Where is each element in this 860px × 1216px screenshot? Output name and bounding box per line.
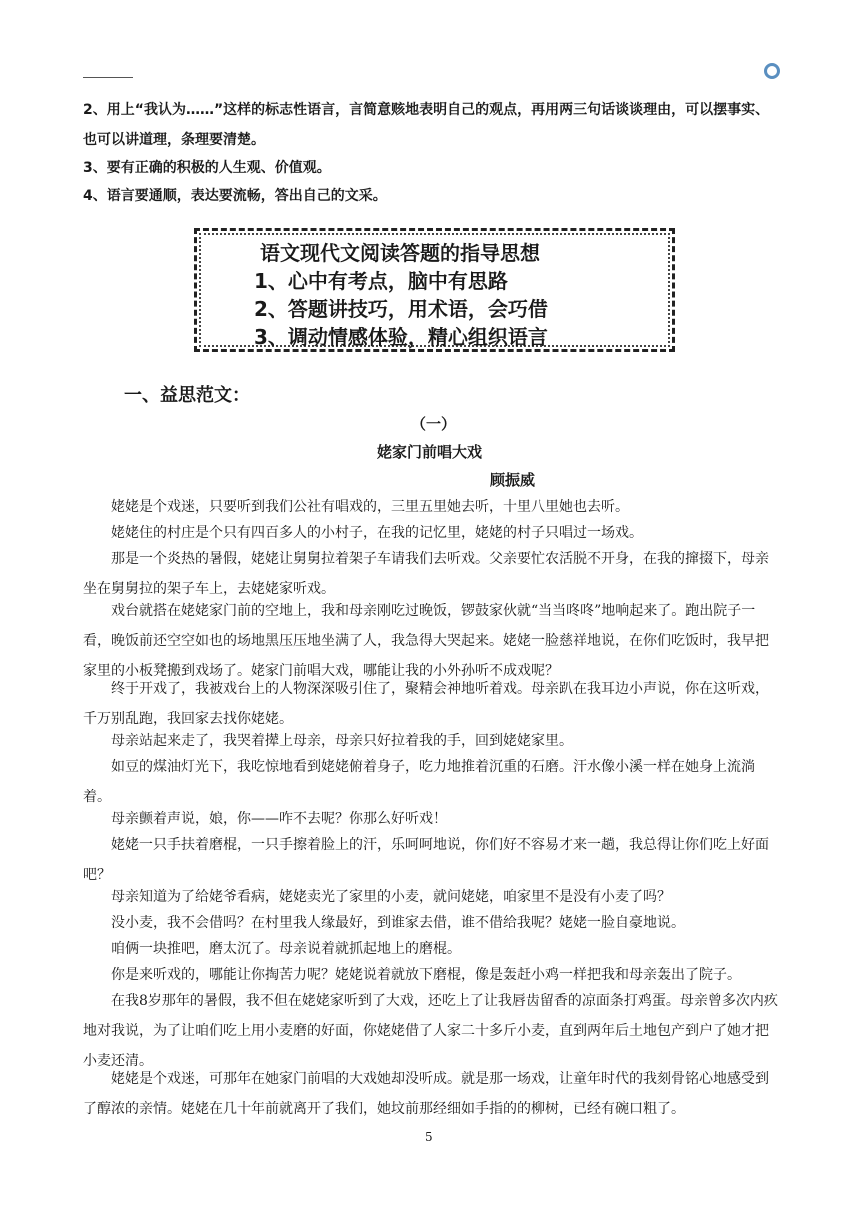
header-rule bbox=[83, 77, 133, 78]
essay-paragraph: 姥姥住的村庄是个只有四百多人的小村子，在我的记忆里，姥姥的村子只唱过一场戏。 bbox=[111, 525, 643, 541]
tip-3: 3、要有正确的积极的人生观、价值观。 bbox=[83, 160, 331, 176]
essay-paragraph: 如豆的煤油灯光下，我吃惊地看到姥姥俯着身子，吃力地推着沉重的石磨。汗水像小溪一样在她身上流淌着。 bbox=[83, 759, 755, 805]
guide-point-3: 3、调动情感体验，精心组织语言 bbox=[254, 325, 548, 349]
section-heading: 一、益思范文： bbox=[124, 385, 250, 406]
essay-paragraph: 姥姥是个戏迷，只要听到我们公社有唱戏的，三里五里她去听，十里八里她也去听。 bbox=[111, 499, 629, 515]
essay-paragraph: 在我8岁那年的暑假，我不但在姥姥家听到了大戏，还吃上了让我唇齿留香的凉面条打鸡蛋。母亲曾多次内疚地对我说，为了让咱们吃上用小麦磨的好面，你姥姥借了人家二十多斤小麦，直到两年后土地包产到户了她才把小麦还清。 bbox=[83, 993, 778, 1069]
essay-paragraph: 没小麦，我不会借吗？在村里我人缘最好，到谁家去借，谁不借给我呢？姥姥一脸自豪地说。 bbox=[111, 915, 685, 931]
page-number: 5 bbox=[425, 1130, 433, 1144]
essay-number: （一） bbox=[411, 415, 457, 433]
tip-4: 4、语言要通顺，表达要流畅，答出自己的文采。 bbox=[83, 188, 387, 204]
essay-author: 顾振威 bbox=[490, 471, 536, 489]
essay-paragraph: 姥姥是个戏迷，可那年在她家门前唱的大戏她却没听成。就是那一场戏，让童年时代的我刻骨铭心地感受到了醇浓的亲情。姥姥在几十年前就离开了我们，她坟前那经细如手指的的柳树，已经有碗口粗了。 bbox=[83, 1071, 769, 1117]
guide-point-2: 2、答题讲技巧，用术语，会巧借 bbox=[254, 297, 548, 321]
essay-paragraph: 姥姥一只手扶着磨棍，一只手擦着脸上的汗，乐呵呵地说，你们好不容易才来一趟，我总得让你们吃上好面吧？ bbox=[83, 837, 769, 883]
guide-box bbox=[194, 228, 675, 352]
guide-title: 语文现代文阅读答题的指导思想 bbox=[260, 241, 540, 265]
essay-title: 姥家门前唱大戏 bbox=[377, 443, 483, 461]
guide-point-1: 1、心中有考点，脑中有思路 bbox=[254, 269, 508, 293]
tip-2: 2、用上“我认为……”这样的标志性语言，言简意赅地表明自己的观点，再用两三句话谈谈理由，可以摆事实、也可以讲道理，条理要清楚。 bbox=[83, 102, 770, 148]
essay-paragraph: 那是一个炎热的暑假，姥姥让舅舅拉着架子车请我们去听戏。父亲要忙农活脱不开身，在我的撺掇下，母亲坐在舅舅拉的架子车上，去姥姥家听戏。 bbox=[83, 551, 769, 597]
essay-paragraph: 戏台就搭在姥姥家门前的空地上，我和母亲刚吃过晚饭，锣鼓家伙就“当当咚咚”地响起来了。跑出院子一看，晚饭前还空空如也的场地黑压压地坐满了人，我急得大哭起来。姥姥一脸慈祥地说，在你们吃饭时，我早把家里的小板凳搬到戏场了。姥家门前唱大戏，哪能让我的小外孙听不成戏呢？ bbox=[83, 603, 769, 679]
essay-paragraph: 终于开戏了，我被戏台上的人物深深吸引住了，聚精会神地听着戏。母亲趴在我耳边小声说，你在这听戏，千万别乱跑，我回家去找你姥姥。 bbox=[83, 681, 769, 727]
essay-paragraph: 母亲知道为了给姥爷看病，姥姥卖光了家里的小麦，就问姥姥，咱家里不是没有小麦了吗？ bbox=[111, 889, 671, 905]
circle-icon bbox=[764, 63, 780, 79]
essay-paragraph: 你是来听戏的，哪能让你掏苦力呢？姥姥说着就放下磨棍，像是轰赶小鸡一样把我和母亲轰出了院子。 bbox=[111, 967, 741, 983]
essay-paragraph: 母亲颤着声说，娘，你——咋不去呢？你那么好听戏！ bbox=[111, 811, 447, 827]
essay-paragraph: 咱俩一块推吧，磨太沉了。母亲说着就抓起地上的磨棍。 bbox=[111, 941, 461, 957]
essay-paragraph: 母亲站起来走了，我哭着撵上母亲，母亲只好拉着我的手，回到姥姥家里。 bbox=[111, 733, 573, 749]
